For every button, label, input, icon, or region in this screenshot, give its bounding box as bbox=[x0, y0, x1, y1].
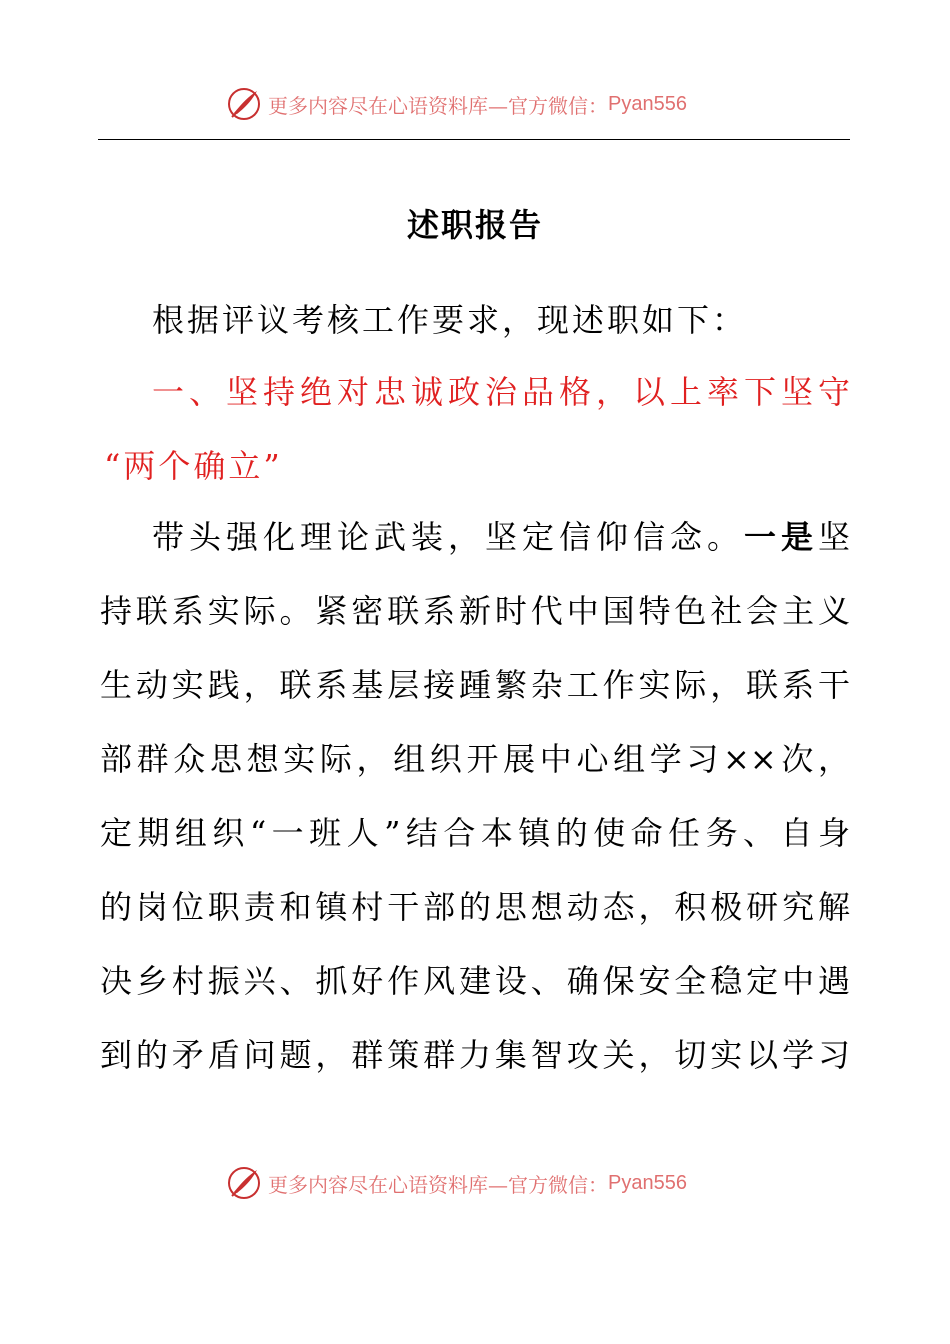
paragraph-line-3: 生动实践，联系基层接踵繁杂工作实际，联系干 bbox=[100, 666, 850, 704]
section-heading-line-1: 一、坚持绝对忠诚政治品格，以上率下坚守 bbox=[152, 373, 850, 411]
section-heading-line-2: “两个确立” bbox=[104, 447, 283, 485]
header-divider bbox=[98, 139, 850, 140]
footer-watermark bbox=[226, 1163, 687, 1203]
paragraph-line-4: 部群众思想实际，组织开展中心组学习××次， bbox=[100, 740, 850, 778]
footer-banner-text: 更多内容尽在心语资料库—官方微信： bbox=[268, 1172, 608, 1197]
paragraph-text: 坚 bbox=[817, 518, 850, 556]
paragraph-line-2: 持联系实际。紧密联系新时代中国特色社会主义 bbox=[100, 592, 850, 630]
paragraph-line-1 bbox=[152, 515, 850, 559]
page-title: 述职报告 bbox=[406, 206, 543, 244]
header-banner-text: 更多内容尽在心语资料库—官方微信： bbox=[268, 93, 608, 118]
paragraph-text: 带头强化理论武装，坚定信仰信念。 bbox=[152, 518, 744, 556]
paragraph-line-6: 的岗位职责和镇村干部的思想动态，积极研究解 bbox=[100, 888, 850, 926]
quill-logo-icon bbox=[226, 1165, 262, 1201]
paragraph-line-7: 决乡村振兴、抓好作风建设、确保安全稳定中遇 bbox=[100, 962, 850, 1000]
header-banner-id: Pyan556 bbox=[608, 92, 687, 115]
paragraph-line-5: 定期组织“一班人”结合本镇的使命任务、自身 bbox=[100, 814, 850, 852]
paragraph-line-8: 到的矛盾问题，群策群力集智攻关，切实以学习 bbox=[100, 1036, 850, 1074]
footer-banner-id: Pyan556 bbox=[608, 1171, 687, 1194]
intro-text: 根据评议考核工作要求，现述职如下： bbox=[152, 301, 748, 339]
paragraph-bold-marker: 一是 bbox=[743, 518, 818, 556]
header-watermark bbox=[226, 84, 687, 124]
quill-logo-icon bbox=[226, 86, 262, 122]
